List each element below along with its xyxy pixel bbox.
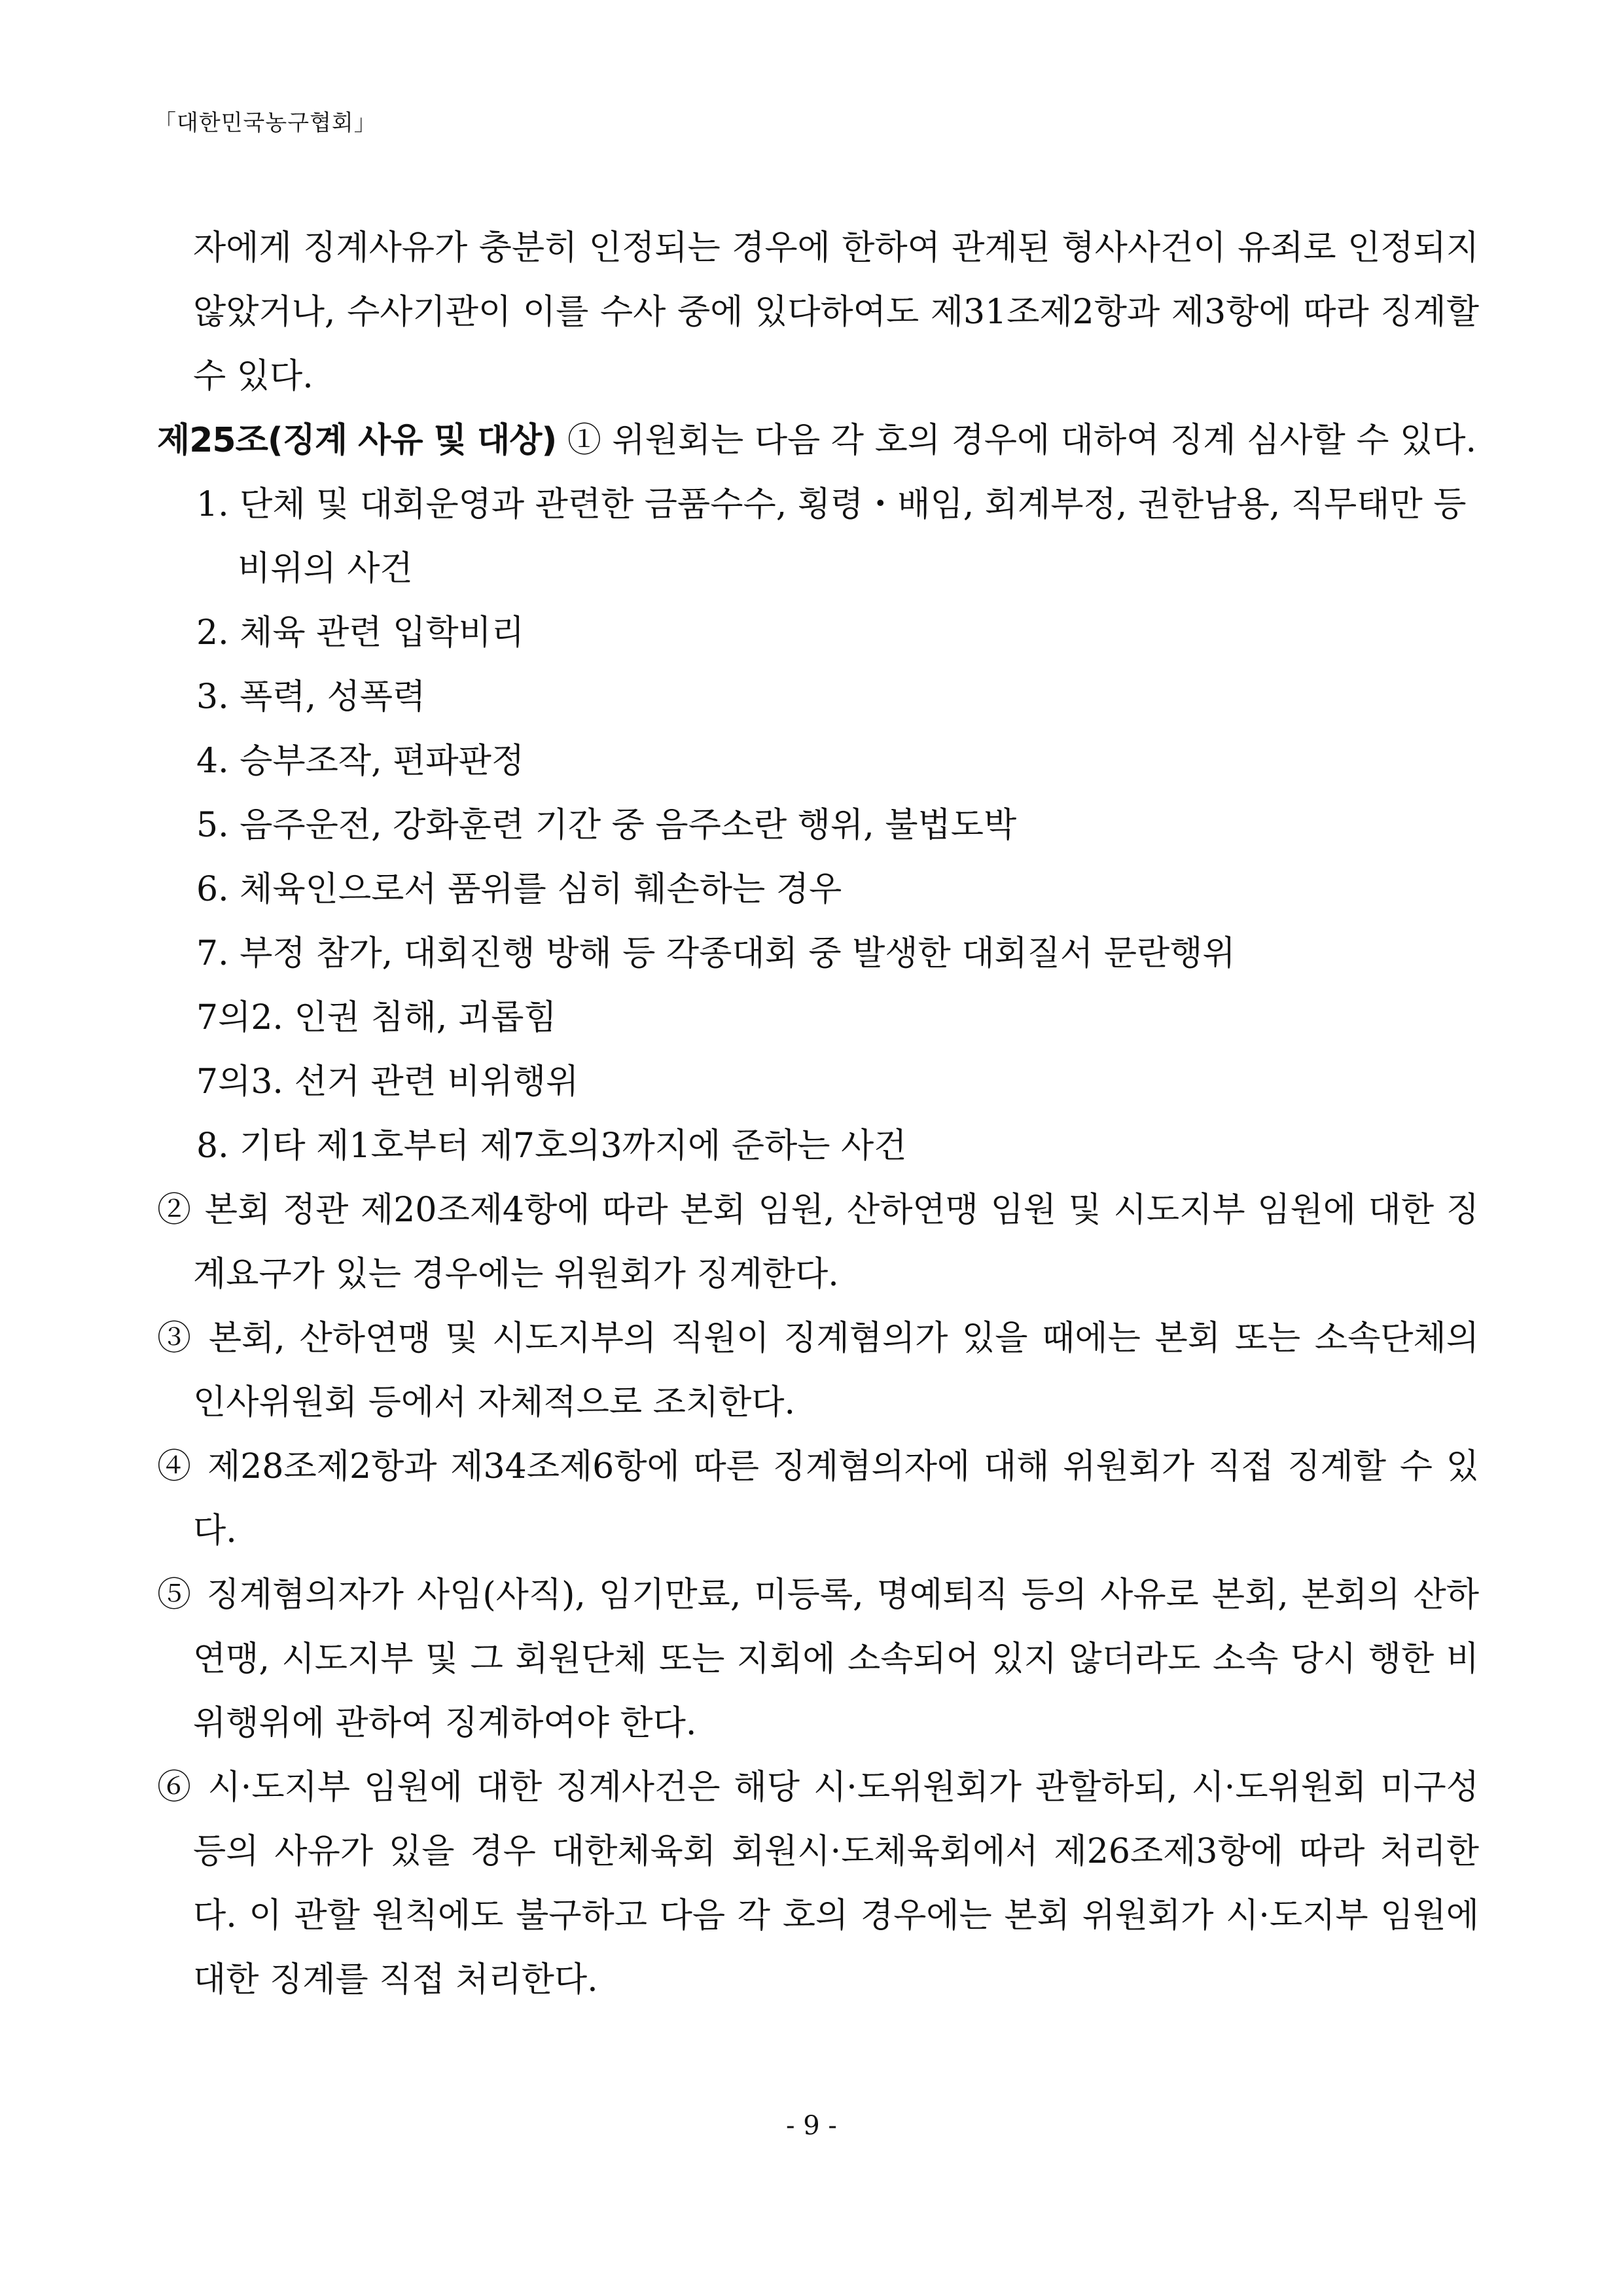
page-number: - 9 -: [786, 2111, 837, 2141]
list-item: 6. 체육인으로서 품위를 심히 훼손하는 경우: [196, 870, 842, 909]
list-item: 3. 폭력, 성폭력: [196, 677, 426, 717]
list-item: 7. 부정 참가, 대회진행 방해 등 각종대회 중 발생한 대회질서 문란행위: [196, 934, 1236, 973]
list-item: 1. 단체 및 대회운영과 관련한 금품수수, 횡령・배임, 회계부정, 권한남용, 직무태만 등 비위의 사건: [196, 485, 1467, 588]
article-25: [157, 408, 1479, 473]
document-body: [157, 216, 1479, 2012]
list-item: 5. 음주운전, 강화훈련 기간 중 음주소란 행위, 불법도박: [196, 806, 1017, 845]
clause-4: ④ 제28조제2항과 제34조제6항에 따른 징계혐의자에 대해 위원회가 직접 징계할 수 있다.: [157, 1447, 1479, 1551]
list-item: 8. 기타 제1호부터 제7호의3까지에 준하는 사건: [196, 1126, 907, 1166]
continuation-text: 자에게 징계사유가 충분히 인정되는 경우에 한하여 관계된 형사사건이 유죄로 인정되지 않았거나, 수사기관이 이를 수사 중에 있다하여도 제31조제2항과 제3항에 따라 징계할 수 있다.: [193, 228, 1479, 396]
list-item: 7의3. 선거 관련 비위행위: [196, 1062, 579, 1102]
list-item: 4. 승부조작, 편파판정: [196, 742, 525, 781]
clause-2: ② 본회 정관 제20조제4항에 따라 본회 임원, 산하연맹 임원 및 시도지부 임원에 대한 징계요구가 있는 경우에는 위원회가 징계한다.: [157, 1191, 1479, 1294]
list-item: 7의2. 인권 침해, 괴롭힘: [196, 998, 557, 1037]
item-list: [157, 473, 1479, 1178]
clause-6: ⑥ 시·도지부 임원에 대한 징계사건은 해당 시·도위원회가 관할하되, 시·도위원회 미구성 등의 사유가 있을 경우 대한체육회 회원시·도체육회에서 제26조제3항에 따라 처리한다. 이 관할 원칙에도 불구하고 다음 각 호의 경우에는 본회 위원회가 시·도지부 임원에 대한 징계를 직접 처리한다.: [157, 1768, 1479, 2000]
document-header: 「대한민국농구협회」: [154, 110, 377, 136]
clause-3: ③ 본회, 산하연맹 및 시도지부의 직원이 징계혐의가 있을 때에는 본회 또는 소속단체의 인사위원회 등에서 자체적으로 조치한다.: [157, 1319, 1479, 1422]
clause-1: ① 위원회는 다음 각 호의 경우에 대하여 징계 심사할 수 있다.: [567, 421, 1476, 460]
article-heading: 제25조(징계 사유 및 대상): [157, 421, 557, 460]
list-item: 2. 체육 관련 입학비리: [196, 613, 525, 653]
clause-5: ⑤ 징계혐의자가 사임(사직), 임기만료, 미등록, 명예퇴직 등의 사유로 본회, 본회의 산하연맹, 시도지부 및 그 회원단체 또는 지회에 소속되어 있지 않더라도 소속 당시 행한 비위행위에 관하여 징계하여야 한다.: [157, 1575, 1479, 1743]
